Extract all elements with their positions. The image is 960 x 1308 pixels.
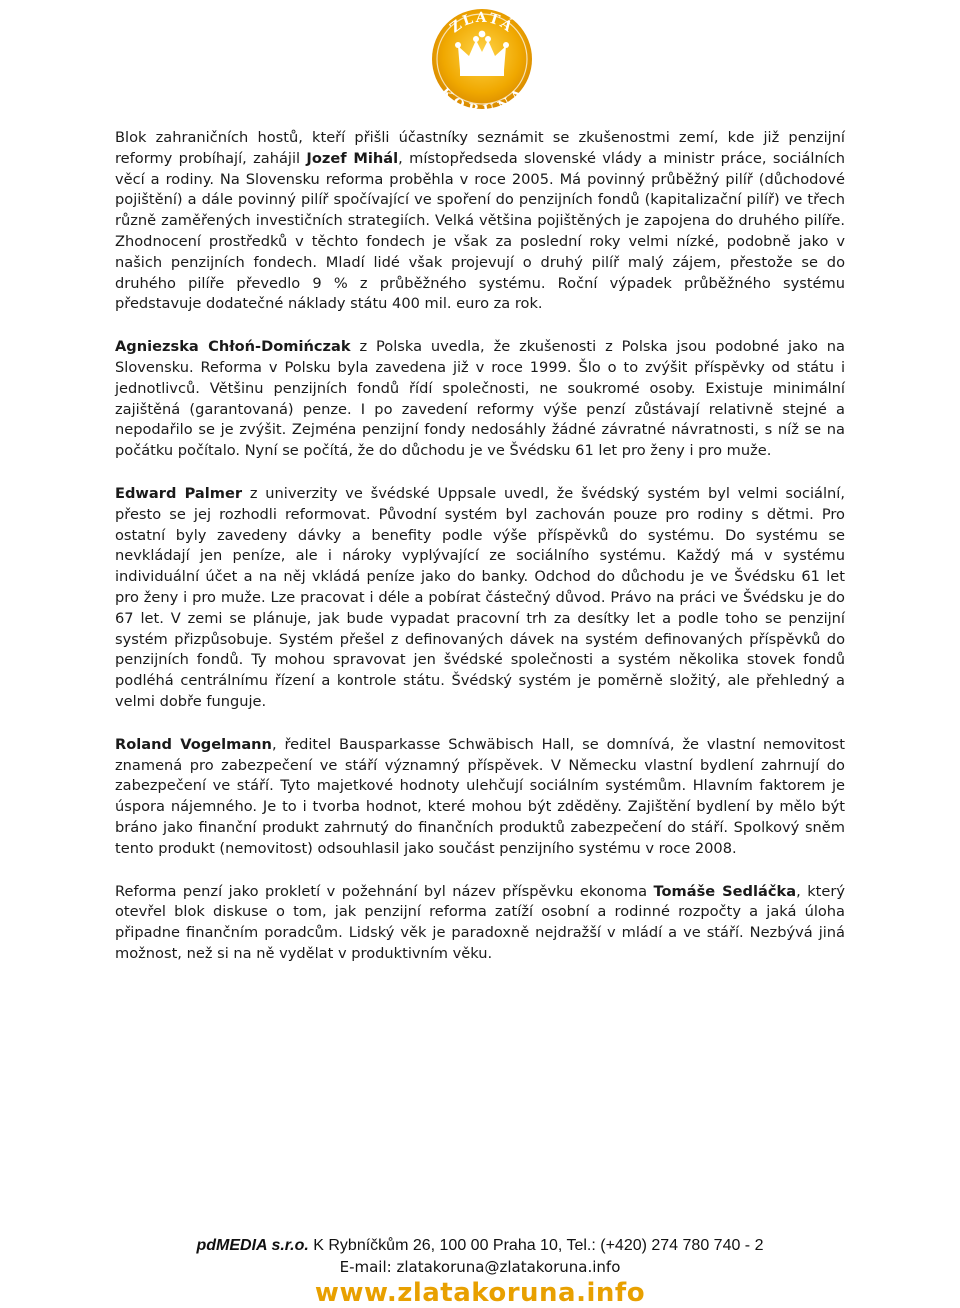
footer-address: K Rybníčkům 26, 100 00 Praha 10, Tel.: (+420) 274 780 740 - 2 — [308, 1237, 764, 1254]
footer-brand: pdMEDIA s.r.o. — [196, 1237, 309, 1254]
article-body — [115, 128, 845, 987]
speaker-name: Roland Vogelmann — [115, 735, 272, 753]
footer-email: E-mail: zlatakoruna@zlatakoruna.info — [339, 1258, 621, 1276]
crown-icon — [424, 4, 540, 110]
paragraph-mihal: Blok zahraničních hostů, kteří přišli účastníky seznámit se zkušenostmi zemí, kde již penzijní reformy probíhají, zahájil Jozef Mihál, místopředseda slovenské vlády a ministr práce, sociálních věcí a rodiny. Na Slovensku reforma proběhla v roce 2005. Má povinný průběžný pilíř (důchodové pojištění) a dále povinný pilíř spočívající ve spoření do penzijních fondů (kapitalizační pilíř) ve třech různě zaměřených investičních strategiích. Velká většina pojištěných je zapojena do druhého pilíře. Zhodnocení prostředků v těchto fondech je však za poslední roky velmi nízké, podobně jako v našich penzijních fondech. Mladí lidé však projevují o druhý pilíř malý zájem, přestože se do druhého pilíře převedlo 9 % z průběžného systému. Roční výpadek průběžného systému představuje dodatečné náklady státu 400 mil. euro za rok. — [115, 129, 846, 313]
speaker-name: Agniezska Chłoń-Domińczak — [115, 338, 351, 356]
paragraph-sedlacek: Reforma penzí jako prokletí v požehnání byl název příspěvku ekonoma Tomáše Sedláčka, který otevřel blok diskuse o tom, jak penzijní reforma zatíží osobní a rodinné rozpočty a jaká úloha připadne finančním poradcům. Lidský věk je paradoxně nejdražší v mládí a ve stáří. Nezbývá jiná možnost, než si na ně vydělat v produktivním věku. — [115, 882, 845, 962]
footer-address-line — [0, 1235, 960, 1257]
speaker-name: Edward Palmer — [115, 484, 243, 502]
speaker-name: Tomáše Sedláčka — [653, 882, 797, 900]
zlata-koruna-logo — [424, 4, 540, 110]
footer-website-link[interactable]: www.zlatakoruna.info — [314, 1278, 646, 1308]
paragraph-palmer: Edward Palmer z univerzity ve švédské Uppsale uvedl, že švédský systém byl velmi sociální, přesto se jej rozhodli reformovat. Původní systém byl zachován pouze pro rodiny s dětmi. Pro ostatní byly zavedeny dávky a benefity podle výše příspěvků do systému. Do systému se nevkládají jen peníze, ale i nároky vyplývající ze sociálního systému. Každý má v systému individuální účet a na něj vkládá peníze jako do banky. Odchod do důchodu je ve Švédsku 61 let pro ženy i pro muže. Lze pracovat i déle a pobírat částečný důvod. Právo na práci ve Švédsku je do 67 let. V zemi se plánuje, jak bude vypadat pracovní trh za desítky let a podle toho se penzijní systém přizpůsobuje. Systém přešel z definovaných dávek na systém definovaných příspěvků do penzijních fondů. Ty mohou spravovat jen švédské společnosti a systém několika stovek fondů podléhá centrálnímu řízení a kontrole státu. Švédský systém je poměrně složitý, ale přehledný a velmi dobře funguje. — [115, 484, 845, 710]
speaker-name: Jozef Mihál — [306, 149, 399, 167]
paragraph-vogelmann: Roland Vogelmann, ředitel Bausparkasse Schwäbisch Hall, se domnívá, že vlastní nemovitost znamená pro zabezpečení ve stáří významný příspěvek. V Německu vlastní bydlení zahrnují do zabezpečení ve stáří. Tyto majetkové hodnoty ulehčují sociálním systémům. Hlavním faktorem je úspora nájemného. Je to i tvorba hodnot, které mohou být zděděny. Zajištění bydlení by mělo být bráno jako finanční produkt zahrnutý do finančních produktů zabezpečení do stáří. Spolkový sněm tento produkt (nemovitost) odsouhlasil jako součást penzijního systému v roce 2008. — [115, 735, 846, 857]
logo-text-bottom: KORUNA — [436, 85, 528, 110]
page-footer — [0, 1235, 960, 1308]
paragraph-chlon-dominczak: Agniezska Chłoń-Domińczak z Polska uvedla, že zkušenosti z Polska jsou podobné jako na Slovensku. Reforma v Polsku byla zavedena již v roce 1999. Šlo o to zvýšit příspěvky od státu i jednotlivců. Většinu penzijních fondů řídí společnosti, ne soukromé osoby. Existuje minimální zajištěná (garantovaná) penze. I po zavedení reformy výše penzí zůstávají relativně stejné a nepodařilo se je zvýšit. Zejména penzijní fondy nedosáhly žádné závratné návratnosti, s níž se na počátku počítalo. Nyní se počítá, že do důchodu je ve Švédsku 61 let pro ženy i pro muže. — [115, 338, 845, 460]
logo-text-top: ZLATÁ — [447, 9, 517, 37]
